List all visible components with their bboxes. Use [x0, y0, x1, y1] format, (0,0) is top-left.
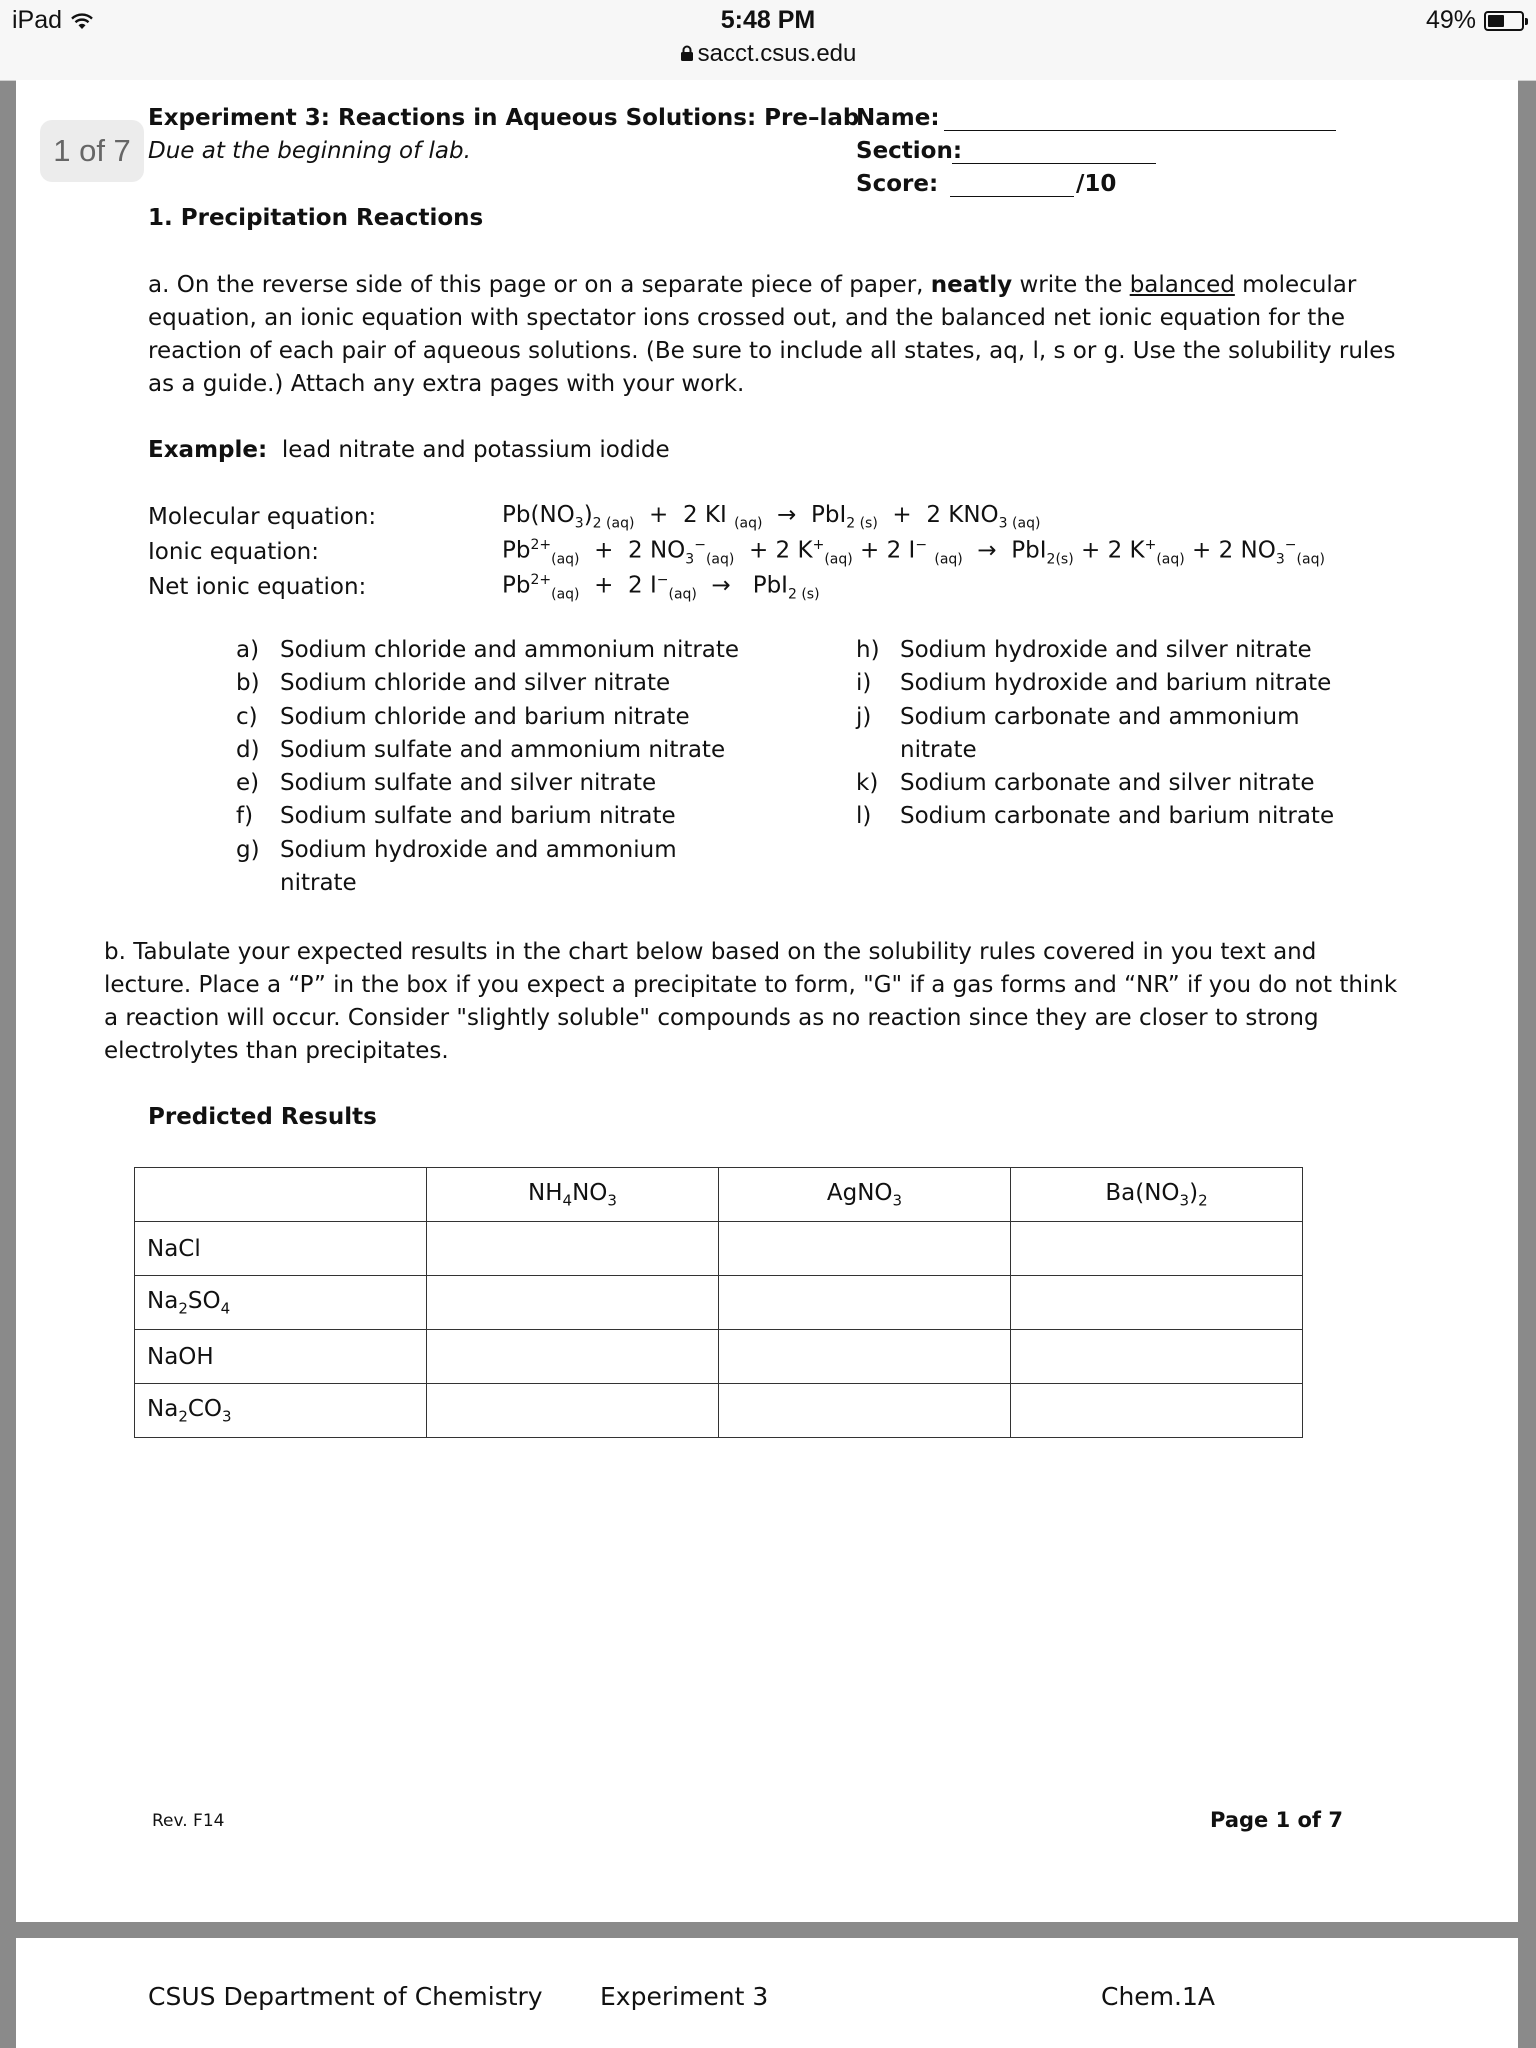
row-header: $Na_2CO_3$ — [135, 1384, 427, 1438]
list-item: d) Sodium sulfate and ammonium nitrate — [236, 736, 726, 763]
table-corner-cell — [135, 1168, 427, 1222]
list-item: h) Sodium hydroxide and silver nitrate — [856, 637, 1312, 663]
table-header-row — [135, 1168, 1303, 1222]
predicted-results-table — [134, 1167, 1303, 1438]
name-label: Name: — [856, 105, 940, 131]
score-line — [950, 196, 1074, 197]
list-item: nitrate — [280, 870, 357, 897]
molecular-equation: $Pb(NO_3)_{2 (aq)} + 2$ KI $_{(aq)}$ → PbI$_{2 (s)}$ + 2 $KNO_{3 (aq)}$ — [502, 502, 1041, 532]
list-item: e) Sodium sulfate and silver nitrate — [236, 770, 657, 797]
net-ionic-equation-label: Net ionic equation: — [148, 574, 367, 600]
result-cell[interactable] — [427, 1330, 719, 1384]
clock: 5:48 PM — [720, 6, 816, 34]
ionic-equation-label: Ionic equation: — [148, 539, 320, 565]
table-row — [135, 1330, 1303, 1384]
column-header: $Ba(NO_3)_2$ — [1011, 1168, 1303, 1222]
result-cell[interactable] — [427, 1222, 719, 1276]
ionic-equation: $Pb^{2+}_{(aq)} + 2$ $NO_3^-_{(aq)} + 2$ $K^+_{(aq)} + 2$ I− $_{(aq)}$ → PbI$_{2(s)}$ + 2 $K^+_{(aq)} + 2$ $NO_3^-_{(aq)}$ — [502, 537, 1325, 568]
table-row — [135, 1222, 1303, 1276]
list-item: nitrate — [900, 736, 977, 763]
battery-fill — [1488, 15, 1504, 27]
row-header: NaCl — [135, 1222, 427, 1276]
list-item: i) Sodium hydroxide and barium nitrate — [856, 670, 1332, 697]
page-number: Page 1 of 7 — [1210, 1808, 1343, 1832]
table-heading: Predicted Results — [148, 1104, 377, 1130]
department-label: CSUS Department of Chemistry — [148, 1982, 543, 2011]
result-cell[interactable] — [1011, 1222, 1303, 1276]
name-line — [944, 130, 1336, 131]
result-cell[interactable] — [1011, 1384, 1303, 1438]
list-item: k) Sodium carbonate and silver nitrate — [856, 770, 1315, 797]
result-cell[interactable] — [719, 1276, 1011, 1330]
section-line — [952, 163, 1156, 164]
net-ionic-equation: $Pb^{2+}_{(aq)} + 2$ $I^-_{(aq)} \to PbI_{2 (s)}$ — [502, 572, 820, 603]
reaction-pairs-right — [856, 634, 1334, 834]
list-item: j) Sodium carbonate and ammonium — [856, 703, 1300, 730]
row-header: NaOH — [135, 1330, 427, 1384]
device-label: iPad — [12, 6, 63, 34]
table-row — [135, 1276, 1303, 1330]
battery-percent: 49% — [1425, 6, 1476, 34]
part-a-instructions: a. On the reverse side of this page or on a separate piece of paper, neatly write the balanced molecular equation, an ionic equation with spectator ions crossed out, and the balanced net ionic equation for the reaction of each pair of aqueous solutions. (Be sure to include all states, aq, l, s or g. Use the solubility rules as a guide.) Attach any extra pages with your work. — [148, 272, 1396, 397]
address-bar[interactable] — [0, 40, 1536, 68]
row-header: $Na_2SO_4$ — [135, 1276, 427, 1330]
part-b-instructions: b. Tabulate your expected results in the chart below based on the solubility rules covered in you text and lecture. Place a “P” in the box if you expect a precipitate to form, "G" if a gas forms and “NR” if you do not think a reaction will occur. Consider "slightly soluble" compounds as no reaction since they are closer to strong electrolytes than precipitates. — [104, 939, 1398, 1064]
molecular-equation-label: Molecular equation: — [148, 504, 377, 530]
result-cell[interactable] — [719, 1384, 1011, 1438]
list-item: a) Sodium chloride and ammonium nitrate — [236, 637, 740, 663]
section-heading: 1. Precipitation Reactions — [148, 205, 484, 231]
battery-indicator — [1426, 6, 1524, 35]
score-total: /10 — [1076, 171, 1117, 197]
result-cell[interactable] — [719, 1222, 1011, 1276]
document-title: Experiment 3: Reactions in Aqueous Solutions: Pre–lab — [148, 105, 860, 131]
list-item: b) Sodium chloride and silver nitrate — [236, 670, 671, 697]
result-cell[interactable] — [1011, 1330, 1303, 1384]
battery-icon — [1484, 11, 1524, 31]
document-page[interactable] — [16, 80, 1518, 1922]
list-item: l) Sodium carbonate and barium nitrate — [856, 803, 1335, 830]
column-header: AgNO$_3$ — [719, 1168, 1011, 1222]
list-item: g) Sodium hydroxide and ammonium — [236, 836, 677, 863]
page-indicator: 1 of 7 — [40, 120, 144, 182]
result-cell[interactable] — [719, 1330, 1011, 1384]
column-header: $NH_4NO_3$ — [427, 1168, 719, 1222]
lock-icon — [680, 45, 694, 62]
result-cell[interactable] — [427, 1276, 719, 1330]
list-item: c) Sodium chloride and barium nitrate — [236, 703, 690, 730]
next-page[interactable] — [16, 1938, 1518, 2048]
revision-label: Rev. F14 — [152, 1811, 225, 1831]
score-label: Score: — [856, 171, 939, 197]
reaction-pairs-left — [236, 634, 739, 900]
section-label: Section: — [856, 138, 963, 164]
result-cell[interactable] — [1011, 1276, 1303, 1330]
result-cell[interactable] — [427, 1384, 719, 1438]
status-bar — [0, 0, 1536, 81]
example-line: Example: lead nitrate and potassium iodide — [148, 437, 670, 463]
url-text: sacct.csus.edu — [697, 40, 857, 67]
course-label: Chem.1A — [1101, 1982, 1215, 2011]
table-row — [135, 1384, 1303, 1438]
list-item: f) Sodium sulfate and barium nitrate — [236, 803, 676, 830]
due-note: Due at the beginning of lab. — [148, 138, 471, 164]
experiment-label: Experiment 3 — [600, 1982, 769, 2011]
